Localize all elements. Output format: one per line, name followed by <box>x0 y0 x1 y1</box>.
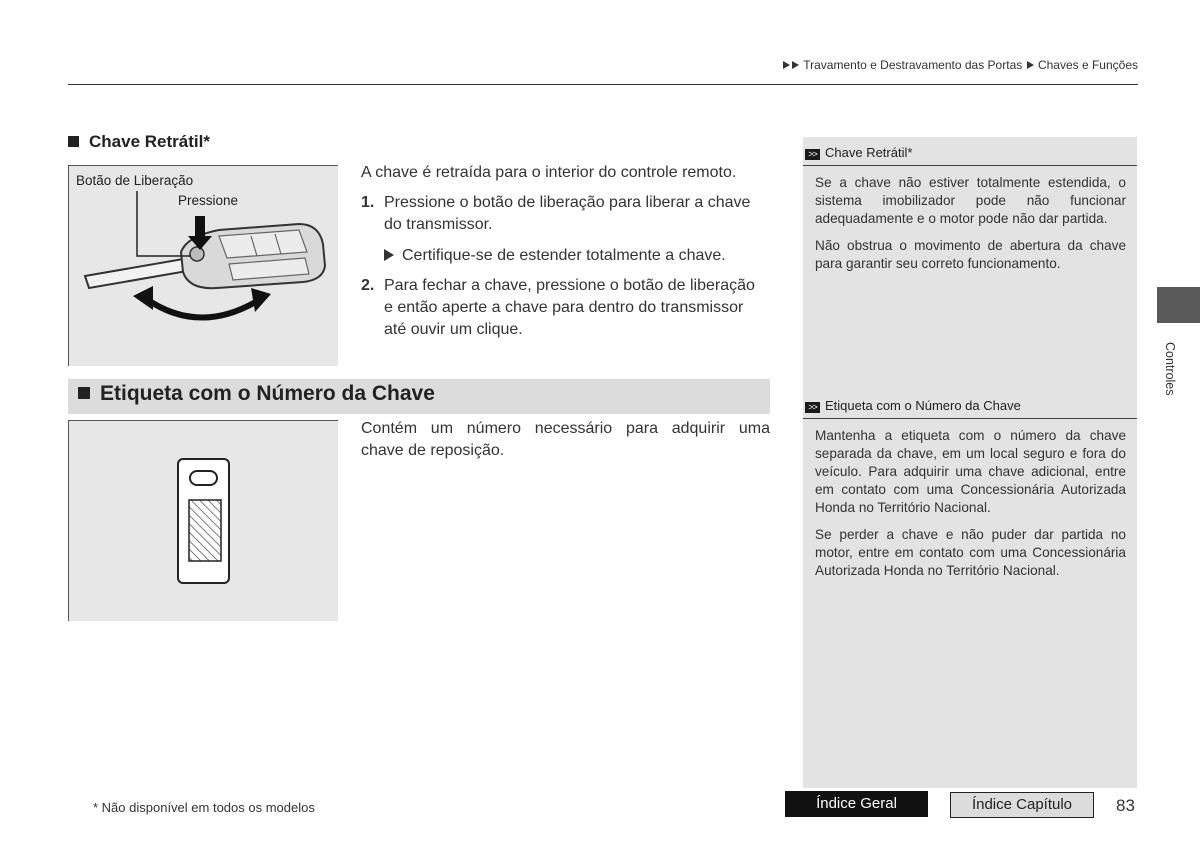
double-chevron-icon: >> <box>805 149 820 160</box>
step-line: Pressione o botão de liberação para liberar a chave <box>384 194 751 211</box>
sidebar-box-header <box>803 137 1137 166</box>
figure-label-release-button: Botão de Liberação <box>76 173 194 188</box>
sidebar-paragraph: Não obstrua o movimento de abertura da chave para garantir seu correto funcionamento. <box>815 238 1126 271</box>
chapter-index-button[interactable]: Índice Capítulo <box>950 792 1094 818</box>
step-line: do transmissor. <box>384 216 493 233</box>
notes-sidebar <box>803 137 1137 788</box>
note-text: Certifique-se de estender totalmente a chave. <box>402 247 726 264</box>
breadcrumb-item-locking[interactable]: Travamento e Destravamento das Portas <box>803 58 1023 72</box>
sidebar-paragraph: Se a chave não estiver totalmente estendida, o sistema imobilizador pode não funcionar adequadamente e o motor pode não dar partida. <box>815 175 1126 226</box>
general-index-button[interactable]: Índice Geral <box>785 791 928 817</box>
square-bullet-icon <box>68 136 79 147</box>
step-item <box>361 192 773 238</box>
square-bullet-icon <box>78 387 90 399</box>
section-heading-key-number-tag <box>68 379 770 414</box>
step-number: 1. <box>361 194 375 211</box>
section2-line: chave de reposição. <box>361 442 505 459</box>
step-line: e então aperte a chave para dentro do transmissor <box>384 299 744 316</box>
key-fob-illustration <box>69 166 338 366</box>
breadcrumb-arrow-icon <box>792 61 799 69</box>
breadcrumb-arrow-icon <box>783 61 790 69</box>
section-title: Etiqueta com o Número da Chave <box>100 382 435 405</box>
step-text <box>384 192 750 236</box>
sidebar-box-header <box>803 390 1137 419</box>
page-number: 83 <box>1116 796 1135 815</box>
step-note <box>384 245 726 267</box>
breadcrumb-item-keys[interactable]: Chaves e Funções <box>1037 58 1138 72</box>
note-triangle-icon <box>384 249 394 261</box>
section2-text <box>361 418 770 462</box>
double-chevron-icon: >> <box>805 402 820 413</box>
footnote: * Não disponível em todos os modelos <box>93 800 315 815</box>
section1-intro: A chave é retraída para o interior do controle remoto. <box>361 164 737 181</box>
key-tag-illustration <box>69 421 338 621</box>
section-heading-retractable-key <box>68 132 210 152</box>
sidebar-paragraph: Mantenha a etiqueta com o número da chave separada da chave, em um local seguro e fora do veículo. Para adquirir uma chave adicional, entre em contato com uma Concessionária Autorizada Honda no Território Nacional. <box>815 428 1126 515</box>
key-number-tag-figure <box>68 420 338 621</box>
step-line: até ouvir um clique. <box>384 321 523 338</box>
breadcrumb-arrow-icon <box>1027 61 1034 69</box>
header-rule <box>68 84 1138 85</box>
chapter-tab[interactable] <box>1157 287 1200 323</box>
chapter-tab-label: Controles <box>1163 342 1177 396</box>
sidebar-box-body <box>815 427 1126 589</box>
section-title: Chave Retrátil* <box>89 132 210 151</box>
sidebar-box-body <box>815 174 1126 282</box>
sidebar-box-title: Chave Retrátil* <box>825 145 913 160</box>
sidebar-box-title: Etiqueta com o Número da Chave <box>825 398 1021 413</box>
retractable-key-figure <box>68 165 338 366</box>
breadcrumb <box>620 58 1138 72</box>
step-item <box>361 275 773 343</box>
figure-label-press: Pressione <box>178 193 239 208</box>
section2-line: Contém um número necessário para adquirir uma <box>361 420 770 437</box>
step-line: Para fechar a chave, pressione o botão de liberação <box>384 277 755 294</box>
sidebar-paragraph: Se perder a chave e não puder dar partida no motor, entre em contato com uma Concessionária Autorizada Honda no Território Nacional. <box>815 527 1126 578</box>
step-number: 2. <box>361 277 375 294</box>
step-text <box>384 275 755 341</box>
